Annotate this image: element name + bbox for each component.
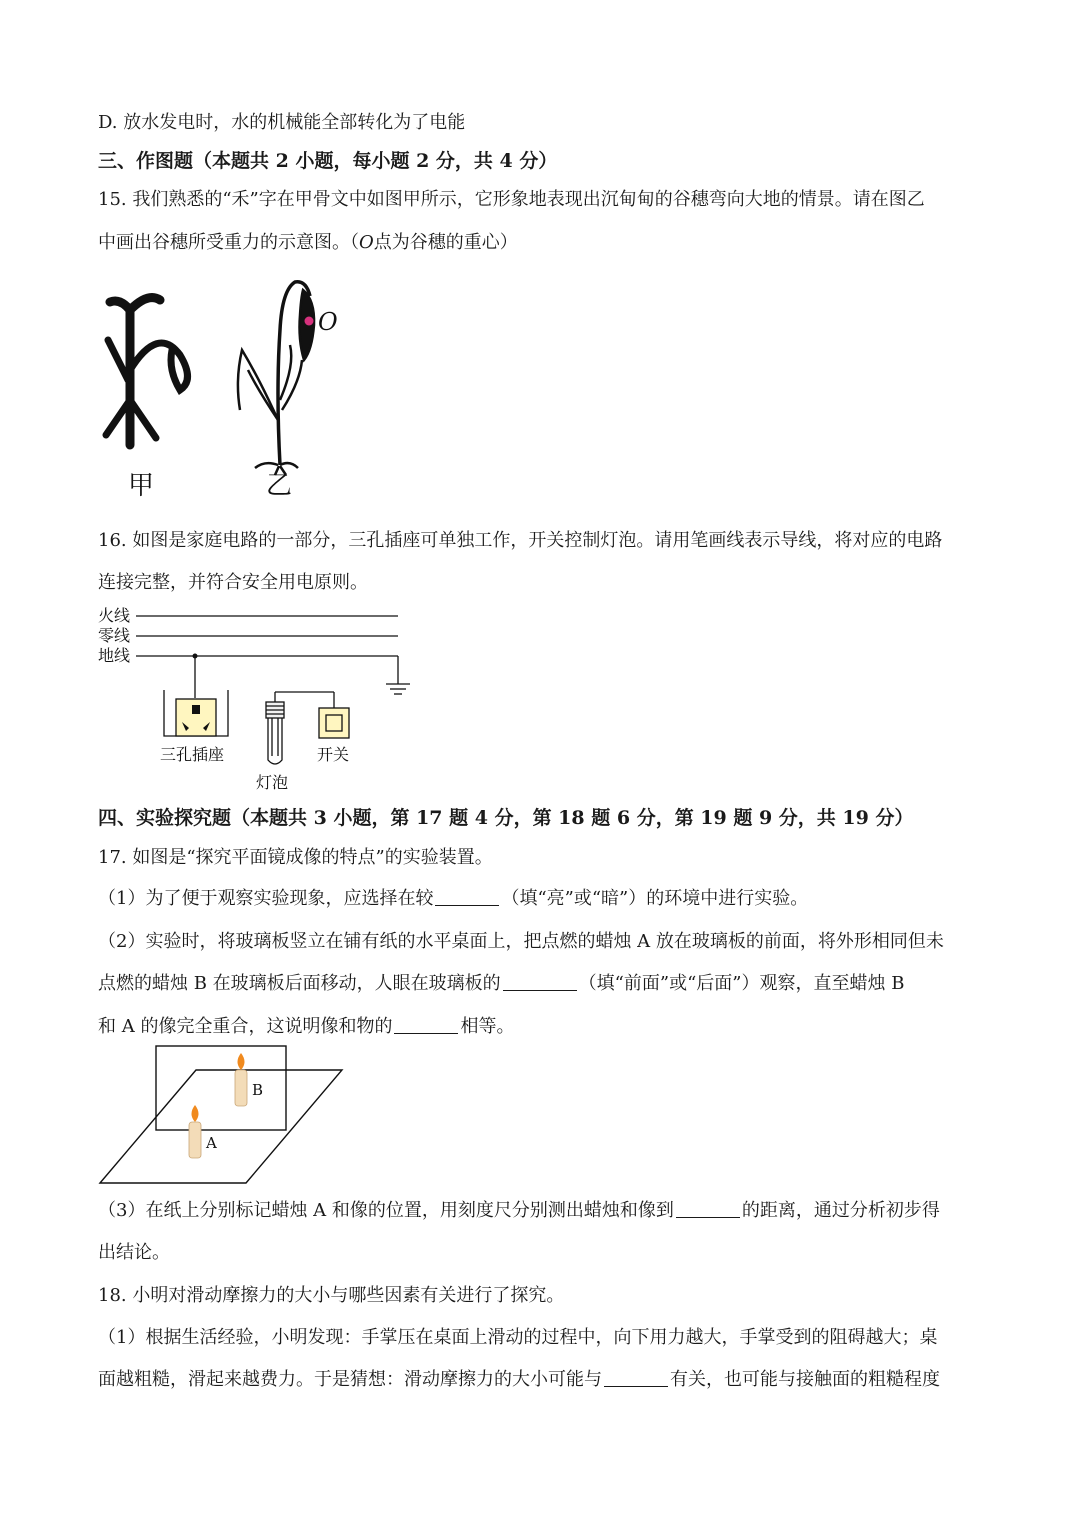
q17-p2-line3-a: 和 A 的像完全重合，这说明像和物的 bbox=[98, 1016, 393, 1037]
q15-line1: 15. 我们熟悉的“禾”字在甲骨文中如图甲所示，它形象地表现出沉甸甸的谷穗弯向大地的情景。请在图乙 bbox=[98, 189, 925, 210]
q17-p3-line1-b: 的距离，通过分析初步得 bbox=[741, 1200, 940, 1221]
point-o-label: O bbox=[318, 308, 338, 336]
q15-line2-b: 点为谷穗的重心） bbox=[373, 232, 518, 253]
answer-blank-5[interactable] bbox=[604, 1368, 668, 1387]
socket-label: 三孔插座 bbox=[160, 745, 225, 764]
q17-p2-line2-a: 点燃的蜡烛 B 在玻璃板后面移动，人眼在玻璃板的 bbox=[98, 973, 501, 994]
three-hole-socket bbox=[164, 690, 228, 736]
q17-p3-line1-a: （3）在纸上分别标记蜡烛 A 和像的位置，用刻度尺分别测出蜡烛和像到 bbox=[98, 1200, 674, 1221]
candle-a-label: A bbox=[206, 1134, 217, 1152]
q17-p2-line3-b: 相等。 bbox=[460, 1016, 515, 1037]
q18-stem: 18. 小明对滑动摩擦力的大小与哪些因素有关进行了探究。 bbox=[98, 1285, 565, 1306]
q15-line2-a: 中画出谷穗所受重力的示意图。（ bbox=[98, 232, 359, 253]
q18-p1-line2-a: 面越粗糙，滑起来越费力。于是猜想：滑动摩擦力的大小可能与 bbox=[98, 1369, 602, 1390]
fig-label-jia: 甲 bbox=[128, 471, 155, 501]
bulb-label: 灯泡 bbox=[256, 773, 289, 792]
wire-live-label: 火线 bbox=[98, 606, 131, 625]
switch-label: 开关 bbox=[317, 745, 350, 764]
q15-line2-o: O bbox=[359, 232, 374, 253]
q15-figure bbox=[90, 270, 360, 510]
q16-circuit-figure bbox=[96, 602, 416, 798]
q17-p1-b: （填“亮”或“暗”）的环境中进行实验。 bbox=[501, 888, 809, 909]
fig-label-yi: 乙 bbox=[266, 471, 293, 501]
candle-b-label: B bbox=[252, 1081, 264, 1099]
q15-line2 bbox=[98, 228, 518, 254]
q17-mirror-figure bbox=[96, 1040, 356, 1190]
candle-a bbox=[189, 1105, 201, 1158]
q18-p1-line1: （1）根据生活经验，小明发现：手掌压在桌面上滑动的过程中，向下用力越大，手掌受到的阻碍越大；桌 bbox=[98, 1327, 938, 1348]
q17-p2-line2-b: （填“前面”或“后面”）观察，直至蜡烛 B bbox=[578, 973, 905, 994]
oracle-he-character bbox=[106, 298, 188, 445]
answer-blank-2[interactable] bbox=[503, 972, 577, 991]
option-d: D. 放水发电时，水的机械能全部转化为了电能 bbox=[98, 112, 466, 133]
q17-p2-line2 bbox=[98, 969, 904, 995]
q18-p1-line2-b: 有关，也可能与接触面的粗糙程度 bbox=[670, 1369, 940, 1390]
q18-p1-line2 bbox=[98, 1365, 940, 1391]
q16-line2: 连接完整，并符合安全用电原则。 bbox=[98, 572, 368, 593]
q17-p3-line2: 出结论。 bbox=[98, 1242, 170, 1263]
q17-part1 bbox=[98, 884, 808, 910]
q17-p1-a: （1）为了便于观察实验现象，应选择在较 bbox=[98, 888, 434, 909]
grain-plant bbox=[238, 282, 314, 475]
switch bbox=[319, 692, 349, 738]
paper-plane bbox=[100, 1070, 342, 1183]
wire-neutral-label: 零线 bbox=[98, 626, 131, 645]
q17-p3-line1 bbox=[98, 1196, 940, 1222]
answer-blank-1[interactable] bbox=[435, 887, 499, 906]
glass-plate bbox=[156, 1046, 286, 1130]
junction-dot bbox=[193, 654, 198, 659]
q17-p2-line1: （2）实验时，将玻璃板竖立在铺有纸的水平桌面上，把点燃的蜡烛 A 放在玻璃板的前面，将外形相同但未 bbox=[98, 931, 944, 952]
q17-stem: 17. 如图是“探究平面镜成像的特点”的实验装置。 bbox=[98, 847, 493, 868]
center-of-gravity-point bbox=[305, 317, 314, 326]
answer-blank-4[interactable] bbox=[676, 1199, 740, 1218]
q16-line1: 16. 如图是家庭电路的一部分，三孔插座可单独工作，开关控制灯泡。请用笔画线表示导线，将对应的电路 bbox=[98, 530, 943, 551]
answer-blank-3[interactable] bbox=[394, 1015, 458, 1034]
earth-symbol bbox=[386, 656, 410, 694]
section-3-title: 三、作图题（本题共 2 小题，每小题 2 分，共 4 分） bbox=[98, 150, 558, 172]
candle-b bbox=[235, 1053, 247, 1106]
section-4-title: 四、实验探究题（本题共 3 小题，第 17 题 4 分，第 18 题 6 分，第 19 题 9 分，共 19 分） bbox=[98, 807, 914, 829]
wire-ground-label: 地线 bbox=[98, 646, 131, 665]
q17-p2-line3 bbox=[98, 1012, 514, 1038]
